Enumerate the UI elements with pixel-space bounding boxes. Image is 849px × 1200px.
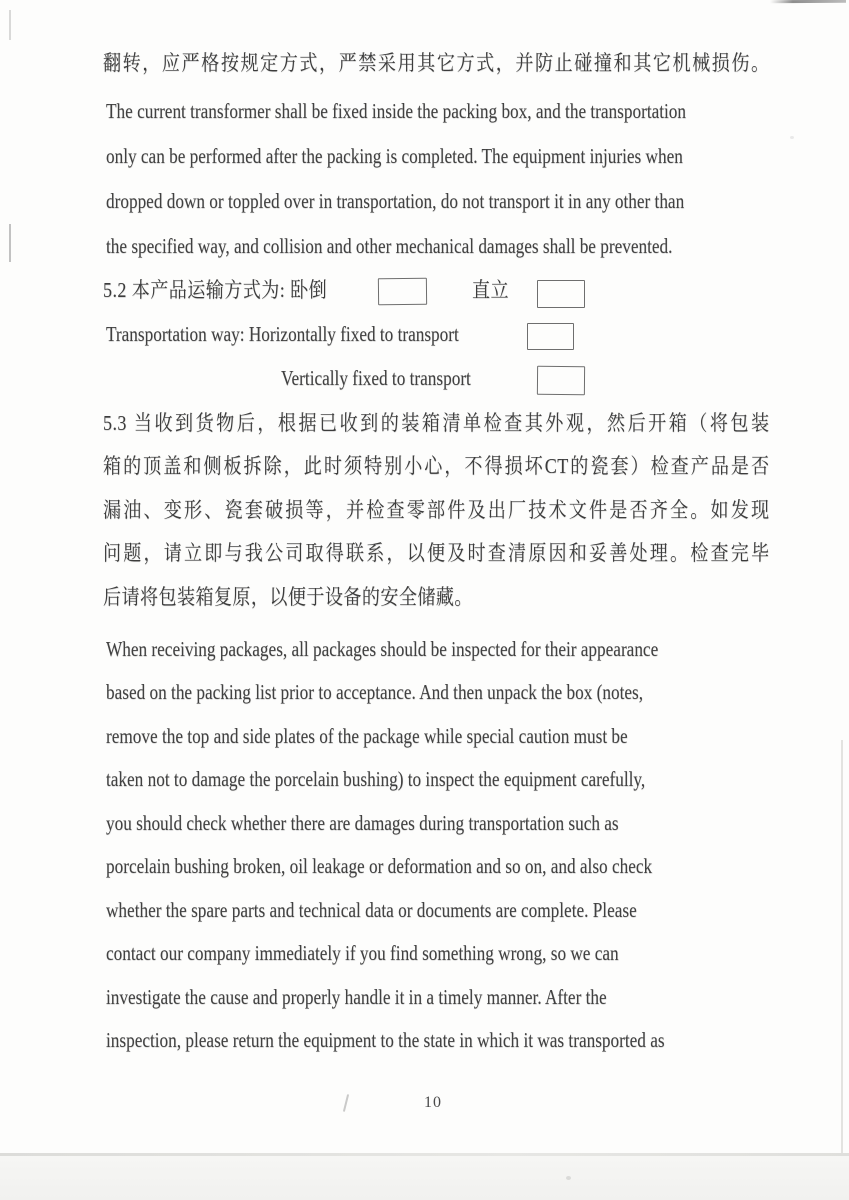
scan-artifact-top-edge (770, 0, 846, 3)
checkbox-upright-cn (537, 280, 585, 308)
text-line: 箱的顶盖和侧板拆除，此时须特别小心，不得损坏CT的瓷套）检查产品是否 (103, 454, 770, 478)
upright-label-cn: 直立 (472, 278, 509, 302)
intro-line-cn: 翻转，应严格按规定方式，严禁采用其它方式，并防止碰撞和其它机械损伤。 (103, 51, 770, 75)
scan-artifact-right-line (841, 740, 843, 1154)
text-line: taken not to damage the porcelain bushing) to inspect the equipment carefully, (106, 767, 646, 791)
text-line: 后请将包装箱复原，以便于设备的安全储藏。 (103, 585, 473, 609)
scan-artifact-left-line (9, 10, 11, 40)
text-line: contact our company immediately if you find something wrong, so we can (106, 941, 619, 965)
text-line: whether the spare parts and technical data or documents are complete. Please (106, 898, 637, 922)
text-line: only can be performed after the packing is completed. The equipment injuries when (106, 144, 683, 168)
transport-vertical-label-en: Vertically fixed to transport (281, 366, 471, 390)
pen-mark (343, 1094, 349, 1112)
scan-speck (566, 1176, 571, 1180)
text-line: remove the top and side plates of the package while special caution must be (106, 724, 628, 748)
text-line: you should check whether there are damages during transportation such as (106, 811, 619, 835)
text-line: based on the packing list prior to acceptance. And then unpack the box (notes, (106, 680, 644, 704)
checkbox-lying-down-cn (378, 278, 427, 306)
text-line: 问题，请立即与我公司取得联系，以便及时查清原因和妥善处理。检查完毕 (103, 541, 770, 565)
text-line: porcelain bushing broken, oil leakage or deformation and so on, and also check (106, 854, 653, 878)
text-line: inspection, please return the equipment to the state in which it was transported as (106, 1028, 665, 1052)
checkbox-horizontal-en (527, 323, 574, 350)
text-line: investigate the cause and properly handle it in a timely manner. After the (106, 985, 607, 1009)
text-line: The current transformer shall be fixed inside the packing box, and the transportation (106, 99, 687, 123)
text-line: 5.3 当收到货物后，根据已收到的装箱清单检查其外观，然后开箱（将包装 (103, 411, 770, 435)
scan-speck (790, 136, 794, 139)
transport-way-label-cn: 5.2 本产品运输方式为: 卧倒 (103, 278, 328, 302)
page-number: 10 (424, 1094, 442, 1111)
transport-horizontal-label-en: Transportation way: Horizontally fixed to transport (106, 322, 459, 346)
checkbox-vertical-en (537, 366, 585, 395)
scan-artifact-left-line (9, 224, 11, 262)
text-line: 漏油、变形、瓷套破损等，并检查零部件及出厂技术文件是否齐全。如发现 (103, 498, 770, 522)
text-line: dropped down or toppled over in transportation, do not transport it in any other than (106, 189, 685, 213)
scanner-background (0, 1156, 849, 1200)
text-line: the specified way, and collision and other mechanical damages shall be prevented. (106, 234, 673, 258)
text-line: When receiving packages, all packages should be inspected for their appearance (106, 637, 659, 661)
